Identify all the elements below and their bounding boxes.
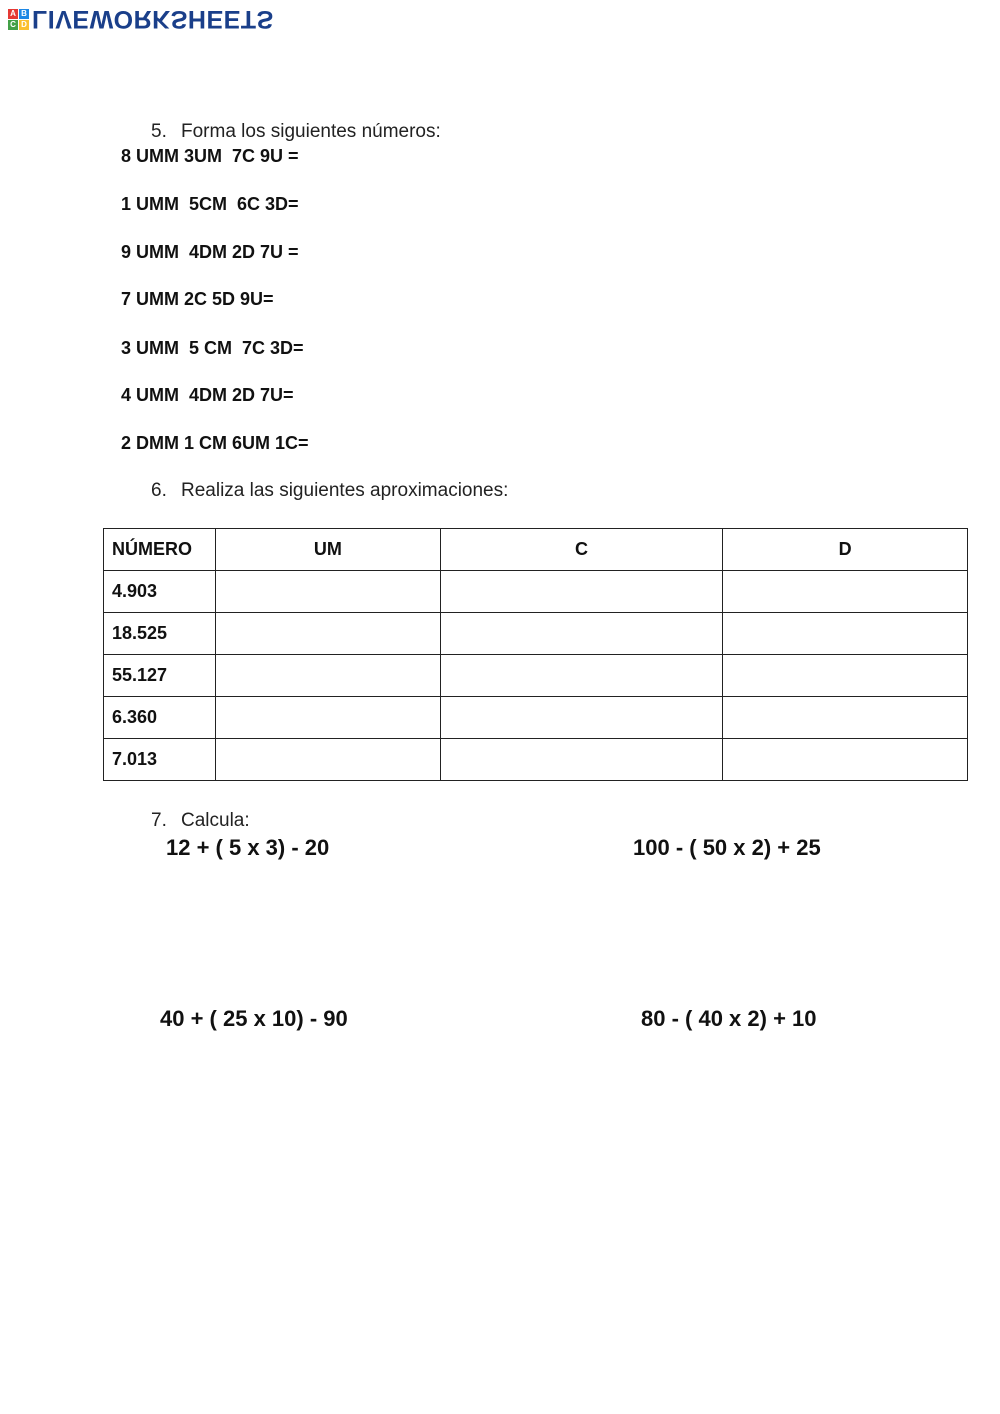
header-numero: NÚMERO: [104, 529, 216, 571]
q5-line: 9 UMM 4DM 2D 7U =: [121, 242, 299, 262]
answer-cell-c[interactable]: [440, 739, 723, 781]
answer-cell-c[interactable]: [440, 571, 723, 613]
header-um: UM: [215, 529, 440, 571]
table-row: [104, 613, 968, 655]
answer-cell-d[interactable]: [723, 571, 968, 613]
q5-line: 3 UMM 5 CM 7C 3D=: [121, 338, 304, 358]
answer-cell-c[interactable]: [440, 655, 723, 697]
answer-cell-um[interactable]: [215, 571, 440, 613]
calc-expression: 40 + ( 25 x 10) - 90: [160, 1006, 348, 1031]
q5-line: 7 UMM 2C 5D 9U=: [121, 289, 274, 309]
logo-block: D: [19, 20, 29, 30]
answer-cell-um[interactable]: [215, 613, 440, 655]
q6-number: 6.: [151, 480, 167, 501]
answer-cell-d[interactable]: [723, 739, 968, 781]
answer-cell-d[interactable]: [723, 655, 968, 697]
q7-heading: [151, 810, 250, 832]
table-row: [104, 697, 968, 739]
answer-cell-d[interactable]: [723, 697, 968, 739]
answer-cell-c[interactable]: [440, 697, 723, 739]
logo-text: LIVEWORKSHEETS: [32, 5, 274, 33]
answer-cell-um[interactable]: [215, 697, 440, 739]
table-row: [104, 571, 968, 613]
q5-line: 8 UMM 3UM 7C 9U =: [121, 146, 299, 166]
header-c: C: [440, 529, 723, 571]
answer-cell-um[interactable]: [215, 739, 440, 781]
logo-block: C: [8, 20, 18, 30]
liveworksheets-logo: [8, 6, 274, 32]
logo-blocks-icon: [8, 9, 29, 30]
logo-block: B: [19, 9, 29, 19]
q5-number: 5.: [151, 121, 167, 142]
table-row: [104, 739, 968, 781]
answer-cell-um[interactable]: [215, 655, 440, 697]
approximation-table: [103, 528, 968, 781]
calc-expression: 80 - ( 40 x 2) + 10: [641, 1006, 817, 1031]
q6-heading: [151, 480, 508, 502]
row-number: 6.360: [104, 697, 216, 739]
row-number: 7.013: [104, 739, 216, 781]
q7-number: 7.: [151, 810, 167, 831]
q6-title: Realiza las siguientes aproximaciones:: [181, 480, 509, 501]
q5-line: 4 UMM 4DM 2D 7U=: [121, 385, 294, 405]
q5-line: 1 UMM 5CM 6C 3D=: [121, 194, 299, 214]
header-d: D: [723, 529, 968, 571]
q5-heading: [151, 121, 441, 143]
row-number: 55.127: [104, 655, 216, 697]
answer-cell-c[interactable]: [440, 613, 723, 655]
q7-title: Calcula:: [181, 810, 250, 831]
q5-title: Forma los siguientes números:: [181, 121, 441, 142]
row-number: 4.903: [104, 571, 216, 613]
calc-expression: 100 - ( 50 x 2) + 25: [633, 835, 821, 860]
logo-block: A: [8, 9, 18, 19]
calc-expression: 12 + ( 5 x 3) - 20: [166, 835, 330, 860]
table-header-row: [104, 529, 968, 571]
q5-line: 2 DMM 1 CM 6UM 1C=: [121, 433, 309, 453]
row-number: 18.525: [104, 613, 216, 655]
table-row: [104, 655, 968, 697]
answer-cell-d[interactable]: [723, 613, 968, 655]
